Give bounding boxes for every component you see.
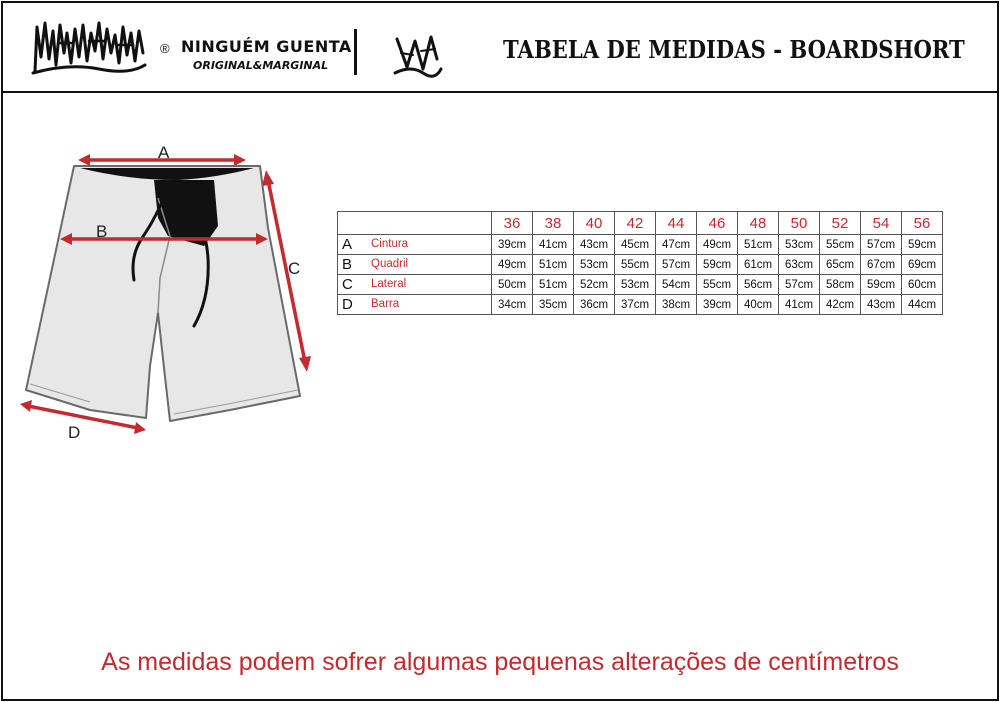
table-cell: 35cm	[533, 295, 574, 315]
label-b: B	[96, 222, 108, 241]
size-header: 38	[533, 212, 574, 235]
table-cell: 57cm	[656, 255, 697, 275]
table-cell: 50cm	[492, 275, 533, 295]
table-cell: 58cm	[820, 275, 861, 295]
size-header: 40	[574, 212, 615, 235]
table-cell: 45cm	[615, 235, 656, 255]
table-cell: 60cm	[902, 275, 943, 295]
size-header: 36	[492, 212, 533, 235]
table-cell: 51cm	[738, 235, 779, 255]
size-header: 52	[820, 212, 861, 235]
table-row-quadril	[338, 255, 943, 275]
measure-label-cell	[338, 295, 492, 315]
page-title: TABELA DE MEDIDAS - BOARDSHORT	[503, 35, 965, 64]
measure-name: Quadril	[371, 258, 409, 270]
table-corner	[338, 212, 492, 235]
table-cell: 69cm	[902, 255, 943, 275]
table-cell: 55cm	[820, 235, 861, 255]
table-cell: 53cm	[574, 255, 615, 275]
size-table	[337, 211, 943, 315]
brand-name: NINGUÉM GUENTA	[181, 37, 352, 56]
table-cell: 34cm	[492, 295, 533, 315]
registered-mark: ®	[160, 41, 170, 56]
table-cell: 39cm	[697, 295, 738, 315]
measure-letter: D	[342, 296, 353, 313]
table-cell: 59cm	[861, 275, 902, 295]
table-cell: 53cm	[779, 235, 820, 255]
table-cell: 36cm	[574, 295, 615, 315]
label-a: A	[158, 143, 170, 162]
table-cell: 59cm	[697, 255, 738, 275]
table-cell: 61cm	[738, 255, 779, 275]
size-header-row	[338, 212, 943, 235]
table-cell: 43cm	[861, 295, 902, 315]
disclaimer-text: As medidas podem sofrer algumas pequenas alterações de centímetros	[101, 648, 899, 676]
table-cell: 63cm	[779, 255, 820, 275]
measure-letter: B	[342, 256, 353, 273]
table-cell: 55cm	[615, 255, 656, 275]
size-header: 48	[738, 212, 779, 235]
measure-letter: A	[342, 236, 353, 253]
table-cell: 41cm	[533, 235, 574, 255]
table-cell: 65cm	[820, 255, 861, 275]
table-cell: 41cm	[779, 295, 820, 315]
table-cell: 57cm	[779, 275, 820, 295]
measure-letter: C	[342, 276, 353, 293]
table-cell: 52cm	[574, 275, 615, 295]
table-cell: 42cm	[820, 295, 861, 315]
measure-label-cell	[338, 235, 492, 255]
measure-name: Barra	[371, 298, 400, 310]
table-cell: 39cm	[492, 235, 533, 255]
table-cell: 47cm	[656, 235, 697, 255]
size-header: 42	[615, 212, 656, 235]
label-d: D	[68, 423, 81, 442]
header-divider	[354, 29, 357, 75]
table-cell: 55cm	[697, 275, 738, 295]
table-cell: 38cm	[656, 295, 697, 315]
table-cell: 51cm	[533, 255, 574, 275]
label-c: C	[288, 259, 301, 278]
table-cell: 57cm	[861, 235, 902, 255]
measure-name: Lateral	[371, 278, 407, 290]
measure-label-cell	[338, 275, 492, 295]
size-header: 44	[656, 212, 697, 235]
table-cell: 51cm	[533, 275, 574, 295]
boardshort-diagram	[18, 138, 318, 448]
size-header: 46	[697, 212, 738, 235]
table-cell: 53cm	[615, 275, 656, 295]
header	[3, 3, 997, 93]
size-header: 50	[779, 212, 820, 235]
table-cell: 40cm	[738, 295, 779, 315]
table-cell: 43cm	[574, 235, 615, 255]
size-header: 56	[902, 212, 943, 235]
table-cell: 59cm	[902, 235, 943, 255]
measure-name: Cintura	[371, 238, 409, 250]
brand-logo-scribble	[29, 13, 149, 79]
table-row-lateral	[338, 275, 943, 295]
table-cell: 49cm	[492, 255, 533, 275]
table-row-barra	[338, 295, 943, 315]
size-header: 54	[861, 212, 902, 235]
table-cell: 37cm	[615, 295, 656, 315]
brand-monogram-icon	[393, 29, 443, 79]
measure-label-cell	[338, 255, 492, 275]
brand-tagline: ORIGINAL&MARGINAL	[193, 59, 329, 72]
table-cell: 49cm	[697, 235, 738, 255]
table-row-cintura	[338, 235, 943, 255]
table-cell: 56cm	[738, 275, 779, 295]
table-cell: 44cm	[902, 295, 943, 315]
table-cell: 54cm	[656, 275, 697, 295]
table-cell: 67cm	[861, 255, 902, 275]
